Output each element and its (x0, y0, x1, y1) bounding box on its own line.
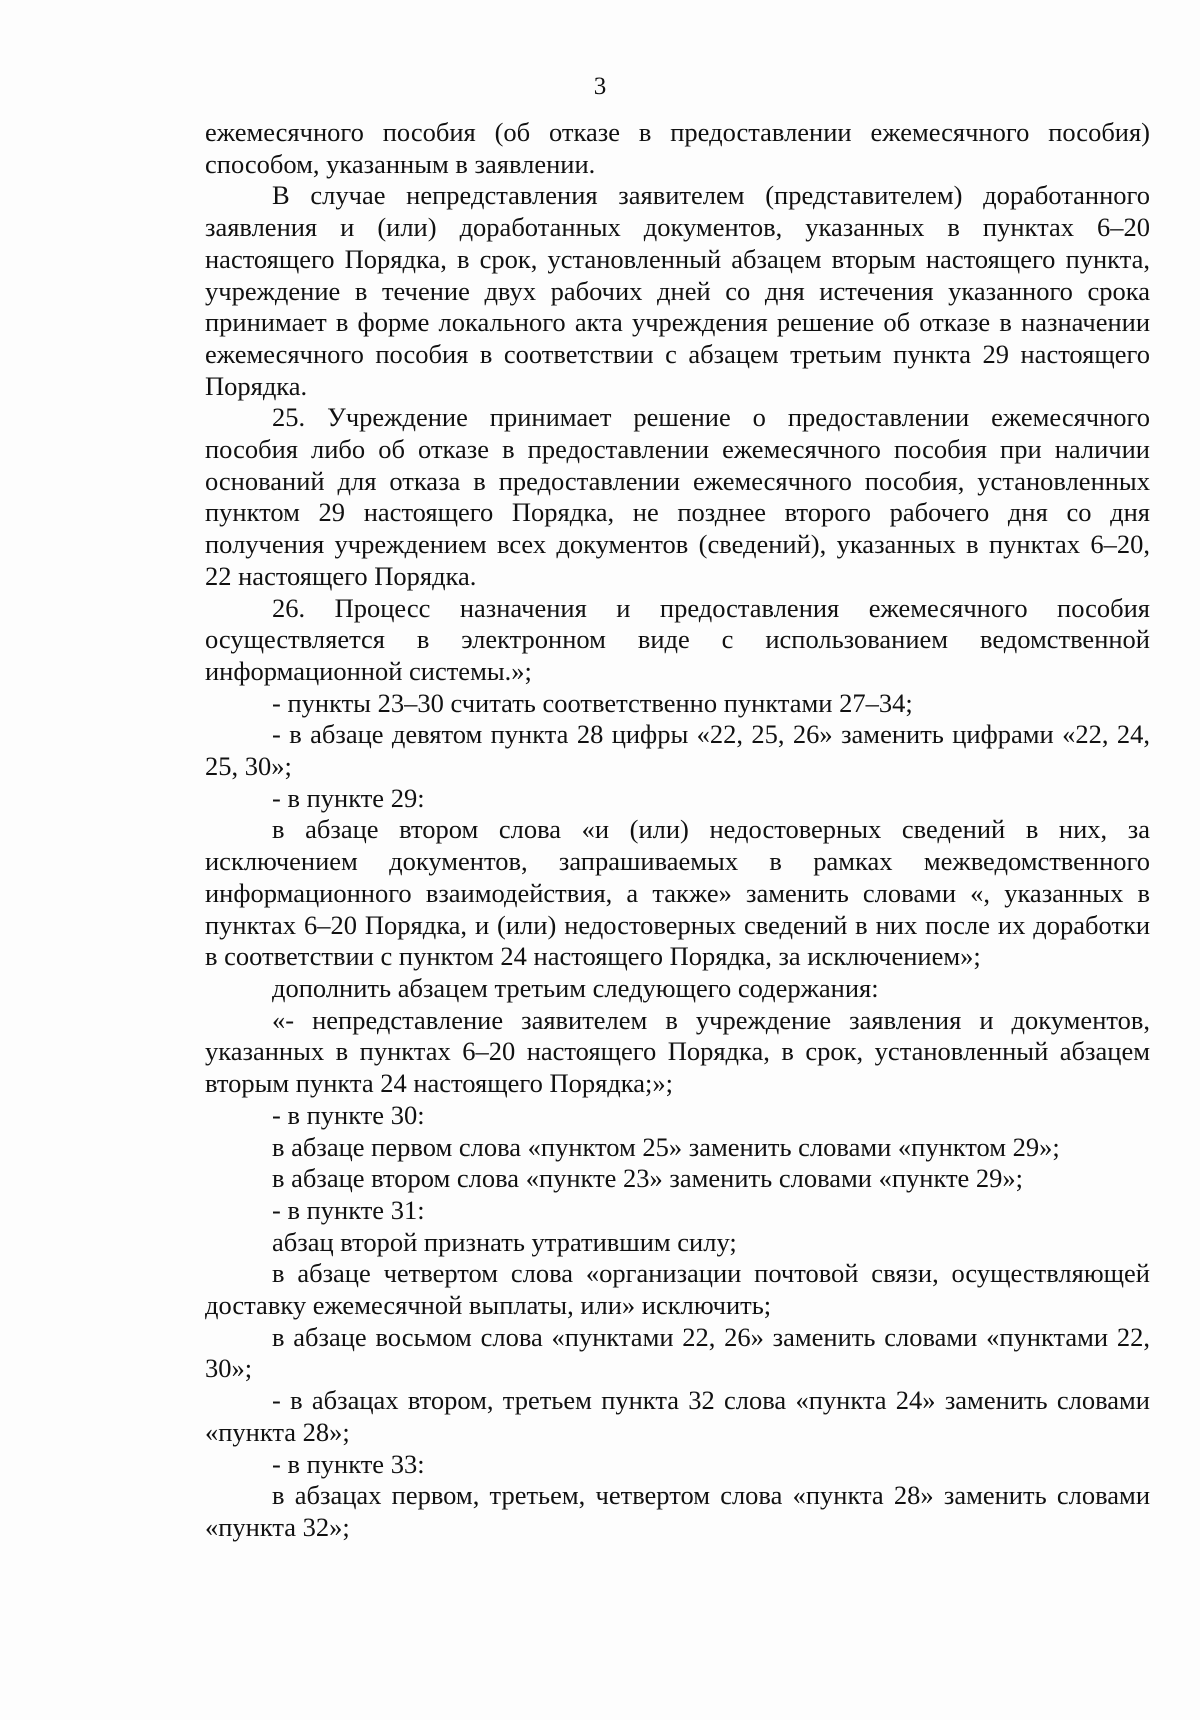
page-number: 3 (593, 73, 607, 100)
paragraph: ежемесячного пособия (об отказе в предоставлении ежемесячного пособия) способом, указанным в заявлении. (205, 117, 1150, 179)
paragraph: - пункты 23–30 считать соответственно пунктами 27–34; (272, 687, 913, 718)
paragraph: в абзацах первом, третьем, четвертом слова «пункта 28» заменить словами «пункта 32»; (205, 1480, 1150, 1542)
document-body (205, 117, 1150, 1544)
paragraph: - в пункте 29: (272, 782, 425, 813)
paragraph: 26. Процесс назначения и предоставления ежемесячного пособия осуществляется в электронном виде с использованием ведомственной информационной системы.»; (205, 592, 1150, 686)
paragraph: абзац второй признать утратившим силу; (272, 1226, 737, 1257)
paragraph: - в пункте 33: (272, 1448, 425, 1479)
paragraph: В случае непредставления заявителем (представителем) доработанного заявления и (или) доработанных документов, указанных в пунктах 6–20 настоящего Порядка, в срок, установленный абзацем вторым настоящего пункта, учреждение в течение двух рабочих дней со дня истечения указанного срока принимает в форме локального акта учреждения решение об отказе в назначении ежемесячного пособия в соответствии с абзацем третьим пункта 29 настоящего Порядка. (205, 180, 1150, 401)
paragraph: дополнить абзацем третьим следующего содержания: (272, 972, 879, 1003)
paragraph: «- непредставление заявителем в учреждение заявления и документов, указанных в пунктах 6–20 настоящего Порядка, в срок, установленный абзацем вторым пункта 24 настоящего Порядка;»; (205, 1004, 1150, 1099)
paragraph: - в пункте 30: (272, 1099, 425, 1130)
paragraph: - в абзаце девятом пункта 28 цифры «22, 25, 26» заменить цифрами «22, 24, 25, 30»; (205, 719, 1150, 782)
paragraph: - в абзацах втором, третьем пункта 32 слова «пункта 24» заменить словами «пункта 28»; (205, 1385, 1150, 1447)
paragraph: в абзаце первом слова «пунктом 25» заменить словами «пунктом 29»; (272, 1131, 1060, 1162)
paragraph: в абзаце четвертом слова «организации почтовой связи, осуществляющей доставку ежемесячной выплаты, или» исключить; (205, 1258, 1150, 1321)
paragraph: в абзаце восьмом слова «пунктами 22, 26» заменить словами «пунктами 22, 30»; (205, 1321, 1150, 1384)
paragraph: в абзаце втором слова «пункте 23» заменить словами «пункте 29»; (272, 1163, 1024, 1194)
paragraph: 25. Учреждение принимает решение о предоставлении ежемесячного пособия либо об отказе в предоставлении ежемесячного пособия при наличии оснований для отказа в предоставлении ежемесячного пособия, установленных пунктом 29 настоящего Порядка, не позднее второго рабочего дня со дня получения учреждением всех документов (сведений), указанных в пунктах 6–20, 22 настоящего Порядка. (205, 402, 1150, 591)
paragraph: - в пункте 31: (272, 1194, 425, 1225)
paragraph: в абзаце втором слова «и (или) недостоверных сведений в них, за исключением документов, запрашиваемых в рамках межведомственного информационного взаимодействия, а также» заменить словами «, указанных в пунктах 6–20 Порядка, и (или) недостоверных сведений в них после их доработки в соответствии с пунктом 24 настоящего Порядка, за исключением»; (205, 814, 1150, 972)
